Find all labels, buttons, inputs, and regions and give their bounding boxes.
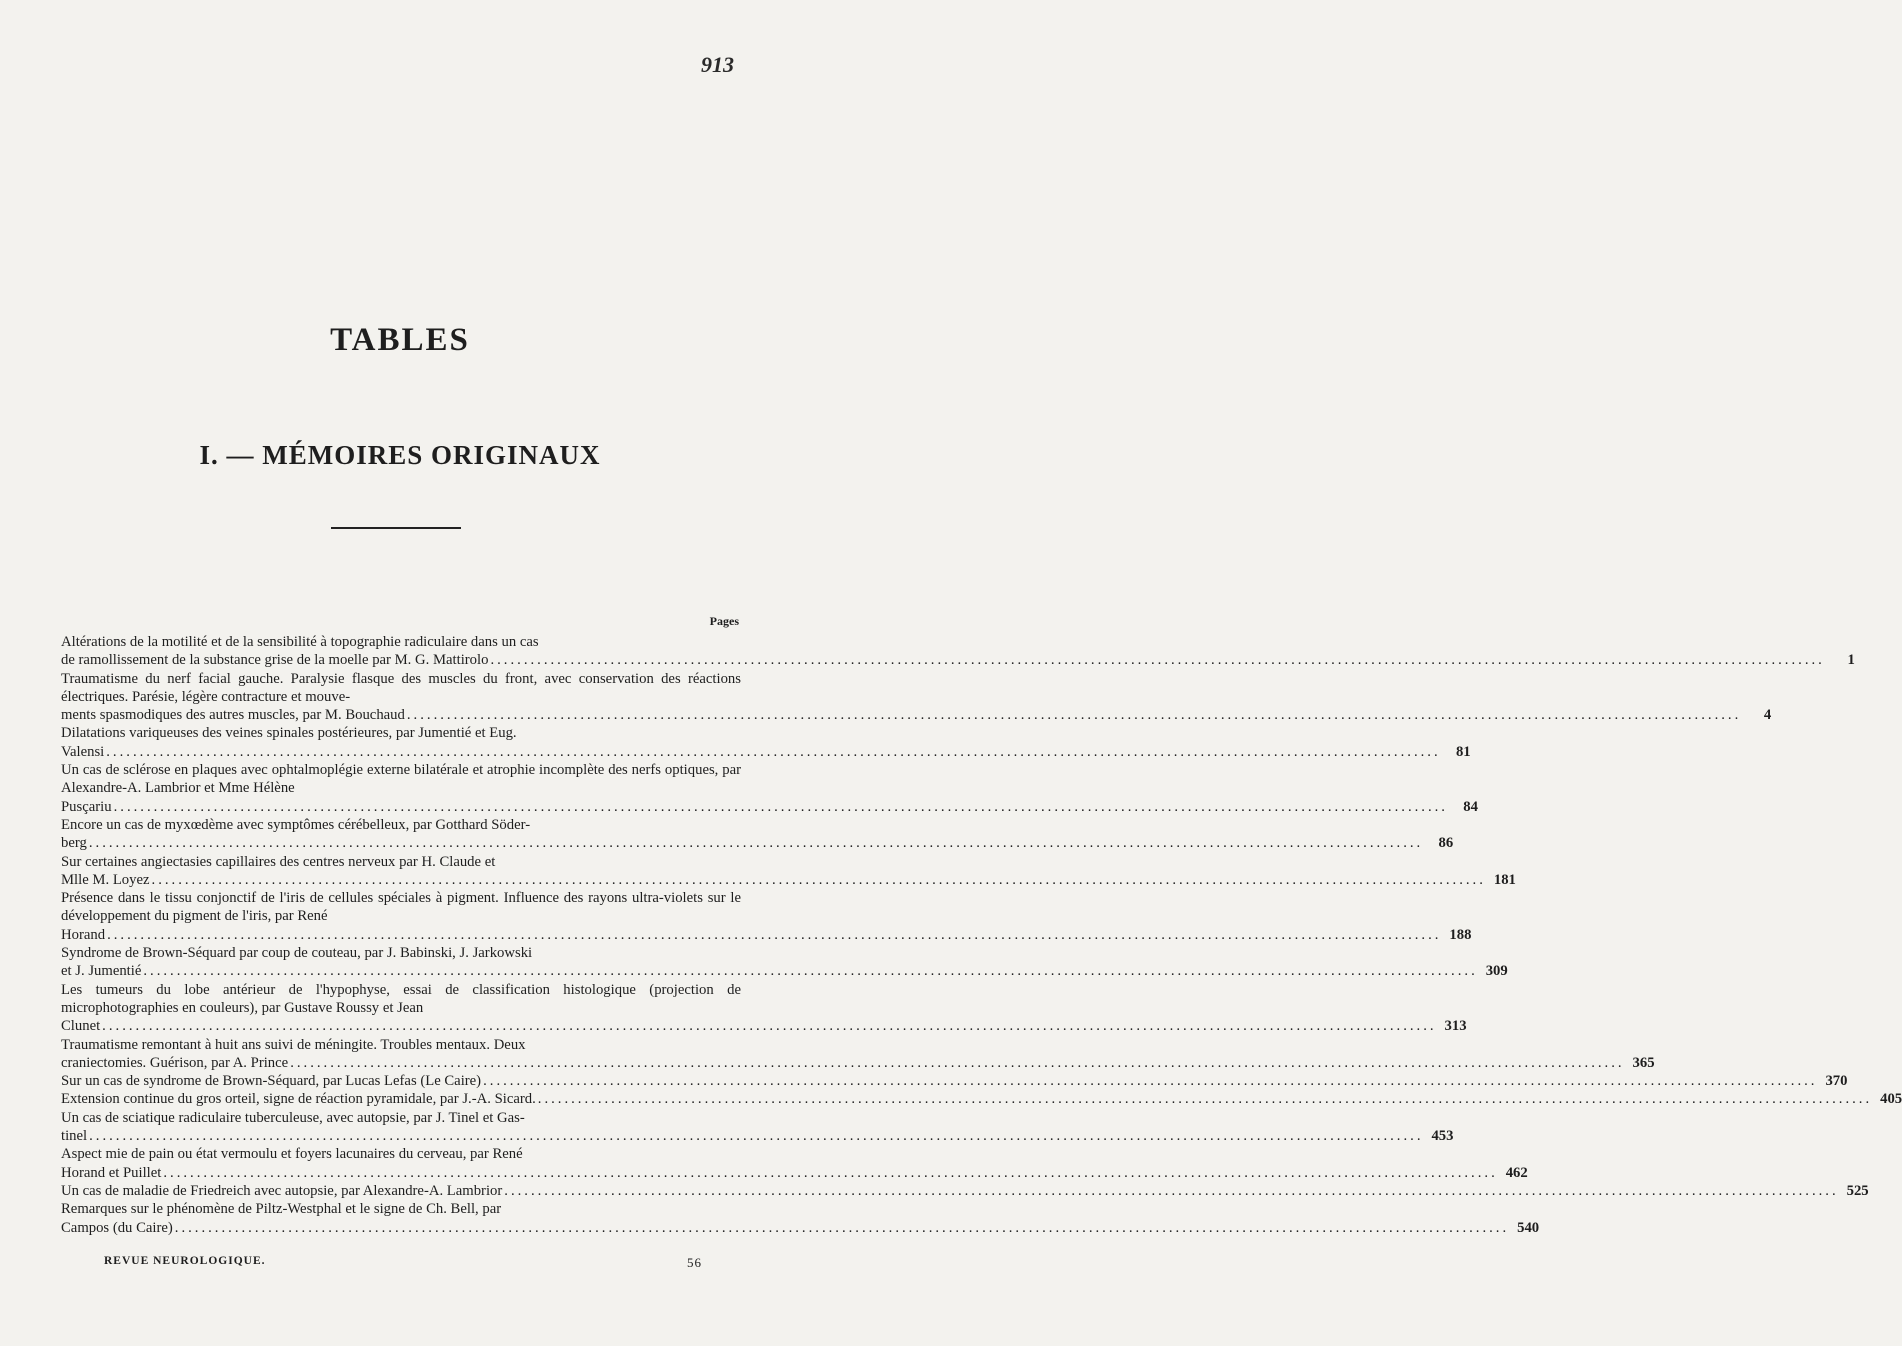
toc-entry xyxy=(61,944,1508,981)
toc-entry xyxy=(61,853,1516,890)
toc-entry-last-line xyxy=(61,1219,1540,1237)
toc-entry-title: Encore un cas de myxœdème avec symptômes cérébelleux, par Gotthard Söder- xyxy=(61,816,531,833)
toc-entry-author-line: berg xyxy=(61,835,87,852)
toc-page-number: 81 xyxy=(1455,743,1471,760)
toc-page-number: 370 xyxy=(1825,1073,1848,1090)
toc-page-number: 365 xyxy=(1632,1054,1655,1071)
toc-entry-author-line: Campos (du Caire) xyxy=(61,1219,173,1236)
toc-entry-last-line xyxy=(61,834,1454,852)
toc-entry xyxy=(61,1182,1869,1200)
toc-entry xyxy=(61,1200,1540,1237)
toc-entry-title: Un cas de sclérose en plaques avec ophtalmoplégie externe bilatérale et atrophie incomplète des nerfs optiques, par Alexandre-A. Lambrior et Mme Hélène xyxy=(61,762,741,797)
toc-page-number: 540 xyxy=(1517,1219,1540,1236)
toc-entry-last-line xyxy=(61,743,1471,761)
toc-entry-author-line: Clunet xyxy=(61,1018,101,1035)
toc-entry-last-line xyxy=(61,871,1516,889)
toc-page-number: 313 xyxy=(1444,1018,1467,1035)
dot-leader: ........................................................................................................................................................................................................ xyxy=(89,1128,1424,1145)
toc-entry xyxy=(61,1145,1528,1182)
toc-page-number: 1 xyxy=(1847,652,1855,669)
toc-entry-title: Un cas de sciatique radiculaire tuberculeuse, avec autopsie, par J. Tinel et Gas- xyxy=(61,1109,525,1126)
toc-entry-author-line: Valensi xyxy=(61,743,105,760)
journal-name: REVUE NEUROLOGIQUE. xyxy=(104,1255,266,1267)
toc-entry-author-line: Extension continue du gros orteil, signe de réaction pyramidale, par J.-A. Sicard. xyxy=(61,1091,536,1108)
toc-entry-last-line xyxy=(61,798,1478,816)
toc-entry-last-line xyxy=(61,1164,1528,1182)
toc-entry-last-line xyxy=(61,651,1855,669)
toc-entry-author-line: craniectomies. Guérison, par A. Prince xyxy=(61,1054,289,1071)
toc-page-number: 309 xyxy=(1485,963,1508,980)
toc-entry-author-line: de ramollissement de la substance grise de la moelle par M. G. Mattirolo xyxy=(61,652,489,669)
toc-entry xyxy=(61,670,1772,725)
toc-page-number: 462 xyxy=(1505,1164,1528,1181)
dot-leader: ........................................................................................................................................................................................................ xyxy=(88,835,1424,852)
toc-entry-title: Présence dans le tissu conjonctif de l'iris de cellules spéciales à pigment. Influence des rayons ultra-violets sur le développement du pigment de l'iris, par René xyxy=(61,890,741,925)
toc-entry xyxy=(61,633,1855,670)
toc-entry xyxy=(61,1036,1655,1073)
dot-leader: ........................................................................................................................................................................................................ xyxy=(537,1091,1873,1108)
toc-entry-last-line xyxy=(61,962,1508,980)
sheet-number: 56 xyxy=(687,1255,702,1270)
toc-entry-last-line xyxy=(61,926,1472,944)
toc-entry-title: Les tumeurs du lobe antérieur de l'hypophyse, essai de classification histologique (projection de microphotographies en couleurs), par Gustave Roussy et Jean xyxy=(61,981,741,1016)
dot-leader: ........................................................................................................................................................................................................ xyxy=(151,871,1486,888)
toc-entry-last-line xyxy=(61,1054,1655,1072)
toc-page-number: 453 xyxy=(1431,1128,1454,1145)
toc-entry xyxy=(61,1072,1848,1090)
toc-entry-title: Dilatations variqueuses des veines spinales postérieures, par Jumentié et Eug. xyxy=(61,725,517,742)
toc-entry xyxy=(61,1109,1454,1146)
toc-page-number: 4 xyxy=(1763,707,1772,724)
dot-leader: ........................................................................................................................................................................................................ xyxy=(504,1182,1839,1199)
toc-entry xyxy=(61,889,1472,944)
dot-leader: ........................................................................................................................................................................................................ xyxy=(406,707,1742,724)
toc-entry-last-line xyxy=(61,1017,1467,1035)
section-divider xyxy=(331,527,461,529)
toc-entry-author-line: Sur un cas de syndrome de Brown-Séquard, par Lucas Lefas (Le Caire) xyxy=(61,1073,482,1090)
dot-leader: ........................................................................................................................................................................................................ xyxy=(490,652,1825,669)
toc-entry-last-line xyxy=(61,706,1772,724)
toc-entry-author-line: et J. Jumentié xyxy=(61,963,142,980)
toc-entry-title: Traumatisme remontant à huit ans suivi de méningite. Troubles mentaux. Deux xyxy=(61,1036,526,1053)
dot-leader: ........................................................................................................................................................................................................ xyxy=(290,1054,1625,1071)
table-of-contents xyxy=(61,633,1902,1237)
toc-entry-author-line: ments spasmodiques des autres muscles, par M. Bouchaud xyxy=(61,707,405,724)
toc-entry xyxy=(61,816,1454,853)
toc-entry-title: Remarques sur le phénomène de Piltz-Westphal et le signe de Ch. Bell, par xyxy=(61,1201,502,1218)
toc-entry-last-line xyxy=(61,1072,1848,1090)
pages-column-header: Pages xyxy=(709,614,739,628)
toc-entry xyxy=(61,1090,1902,1108)
toc-entry-title: Aspect mie de pain ou état vermoulu et foyers lacunaires du cerveau, par René xyxy=(61,1146,523,1163)
toc-page-number: 86 xyxy=(1438,835,1454,852)
toc-page-number: 181 xyxy=(1493,871,1516,888)
page-folio-mark: 913 xyxy=(701,52,734,77)
dot-leader: ........................................................................................................................................................................................................ xyxy=(163,1164,1498,1181)
toc-entry-last-line xyxy=(61,1090,1902,1108)
toc-entry-last-line xyxy=(61,1127,1454,1145)
toc-entry-title: Traumatisme du nerf facial gauche. Paralysie flasque des muscles du front, avec conservation des réactions électriques. Parésie, légère contracture et mouve- xyxy=(61,670,741,705)
toc-entry-title: Syndrome de Brown-Séquard par coup de couteau, par J. Babinski, J. Jarkowski xyxy=(61,945,533,962)
toc-page-number: 405 xyxy=(1880,1091,1902,1108)
section-title: I. — MÉMOIRES ORIGINAUX xyxy=(199,440,601,470)
toc-entry-author-line: Un cas de maladie de Friedreich avec autopsie, par Alexandre-A. Lambrior xyxy=(61,1182,503,1199)
toc-page-number: 525 xyxy=(1846,1182,1869,1199)
dot-leader: ........................................................................................................................................................................................................ xyxy=(483,1073,1818,1090)
toc-entry xyxy=(61,761,1478,816)
dot-leader: ........................................................................................................................................................................................................ xyxy=(113,798,1448,815)
toc-entry-author-line: Horand et Puillet xyxy=(61,1164,162,1181)
toc-page-number: 84 xyxy=(1463,798,1478,815)
dot-leader: ........................................................................................................................................................................................................ xyxy=(174,1219,1510,1236)
page-footer xyxy=(104,1255,702,1271)
dot-leader: ........................................................................................................................................................................................................ xyxy=(102,1018,1437,1035)
toc-entry-author-line: Pusçariu xyxy=(61,798,112,815)
toc-entry-author-line: tinel xyxy=(61,1128,88,1145)
toc-entry-title: Sur certaines angiectasies capillaires des centres nerveux par H. Claude et xyxy=(61,853,496,870)
toc-page-number: 188 xyxy=(1449,926,1472,943)
toc-entry xyxy=(61,981,1467,1036)
dot-leader: ........................................................................................................................................................................................................ xyxy=(107,926,1442,943)
toc-entry xyxy=(61,724,1471,761)
toc-entry-author-line: Horand xyxy=(61,926,106,943)
toc-entry-last-line xyxy=(61,1182,1869,1200)
page-title: TABLES xyxy=(330,322,470,358)
dot-leader: ........................................................................................................................................................................................................ xyxy=(106,743,1441,760)
toc-entry-title: Altérations de la motilité et de la sensibilité à topographie radiculaire dans un cas xyxy=(61,634,539,650)
toc-entry-author-line: Mlle M. Loyez xyxy=(61,871,150,888)
dot-leader: ........................................................................................................................................................................................................ xyxy=(143,963,1478,980)
